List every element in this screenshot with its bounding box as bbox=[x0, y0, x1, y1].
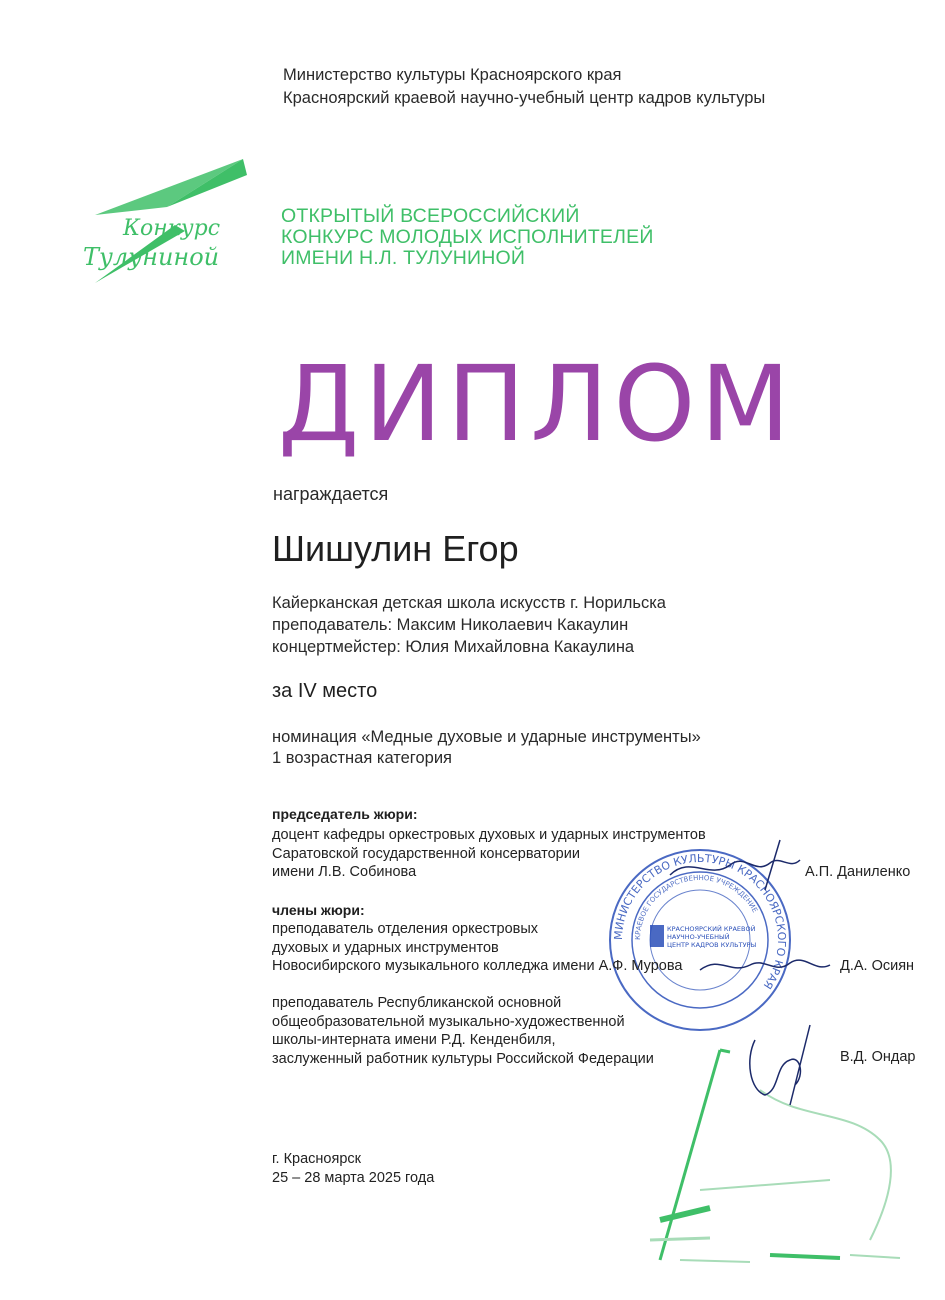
nomination-line: номинация «Медные духовые и ударные инструменты» bbox=[272, 728, 701, 746]
contest-title-line-2: КОНКУРС МОЛОДЫХ ИСПОЛНИТЕЛЕЙ bbox=[281, 226, 654, 248]
contest-logo bbox=[75, 155, 255, 285]
center-line: Красноярский краевой научно-учебный центр кадров культуры bbox=[283, 89, 766, 107]
chair-line-1: доцент кафедры оркестровых духовых и ударных инструментов bbox=[272, 827, 706, 843]
member2-description bbox=[272, 994, 654, 1068]
contest-title bbox=[281, 206, 654, 269]
stamp-center-2: НАУЧНО-УЧЕБНЫЙ bbox=[667, 933, 730, 941]
member2-line-3: школы-интерната имени Р.Д. Кенденбиля, bbox=[272, 1032, 556, 1048]
contest-title-line-3: ИМЕНИ Н.Л. ТУЛУНИНОЙ bbox=[281, 247, 526, 269]
chair-line-2: Саратовской государственной консерватории bbox=[272, 845, 580, 862]
contest-title-line-1: ОТКРЫТЫЙ ВСЕРОССИЙСКИЙ bbox=[281, 205, 580, 227]
footer bbox=[272, 1150, 434, 1188]
signature-member2 bbox=[735, 1020, 825, 1110]
signature-chair bbox=[660, 835, 810, 895]
recipient-details bbox=[272, 592, 666, 658]
nomination-block bbox=[272, 727, 701, 769]
member1-line-3: Новосибирского музыкального колледжа имени А.Ф. Мурова bbox=[272, 958, 683, 974]
logo-word-2: Тулуниной bbox=[83, 243, 220, 271]
chair-line-3: имени Л.В. Собинова bbox=[272, 864, 417, 880]
member1-line-1: преподаватель отделения оркестровых bbox=[272, 921, 539, 937]
member2-line-2: общеобразовательной музыкально-художественной bbox=[272, 1013, 625, 1030]
awarded-label: награждается bbox=[273, 484, 389, 504]
member1-line-2: духовых и ударных инструментов bbox=[272, 939, 499, 956]
ministry-line: Министерство культуры Красноярского края bbox=[283, 66, 622, 84]
footer-dates: 25 – 28 марта 2025 года bbox=[272, 1170, 435, 1186]
stamp-outer-text: МИНИСТЕРСТВО КУЛЬТУРЫ КРАСНОЯРСКОГО КРАЯ bbox=[611, 851, 789, 992]
award-place: за IV место bbox=[272, 680, 378, 702]
stamp-center-1: КРАСНОЯРСКИЙ КРАЕВОЙ bbox=[667, 925, 756, 933]
member2-line-4: заслуженный работник культуры Российской Федерации bbox=[272, 1050, 654, 1067]
member1-description bbox=[272, 920, 682, 976]
teacher-line: преподаватель: Максим Николаевич Какаулин bbox=[272, 616, 629, 634]
age-category-line: 1 возрастная категория bbox=[272, 749, 452, 767]
accompanist-line: концертмейстер: Юлия Михайловна Какаулина bbox=[272, 638, 635, 656]
member1-name: Д.А. Осиян bbox=[840, 958, 915, 974]
stamp-inner-text: КРАЕВОЕ ГОСУДАРСТВЕННОЕ УЧРЕЖДЕНИЕ bbox=[633, 873, 759, 941]
member2-line-1: преподаватель Республиканской основной bbox=[272, 995, 562, 1011]
chair-description bbox=[272, 826, 706, 882]
diploma-title: ДИПЛОМ bbox=[278, 343, 796, 465]
chair-label: председатель жюри: bbox=[272, 806, 418, 822]
chair-name: А.П. Даниленко bbox=[805, 864, 911, 880]
footer-city: г. Красноярск bbox=[272, 1151, 361, 1167]
school-line: Кайерканская детская школа искусств г. Норильска bbox=[272, 594, 666, 612]
signature-member1 bbox=[690, 945, 840, 985]
member2-name: В.Д. Ондар bbox=[840, 1049, 916, 1065]
members-label: члены жюри: bbox=[272, 902, 365, 918]
recipient-name: Шишулин Егор bbox=[272, 528, 519, 569]
logo-word-1: Конкурс bbox=[123, 216, 221, 241]
stamp-center-3: ЦЕНТР КАДРОВ КУЛЬТУРЫ bbox=[667, 941, 757, 949]
